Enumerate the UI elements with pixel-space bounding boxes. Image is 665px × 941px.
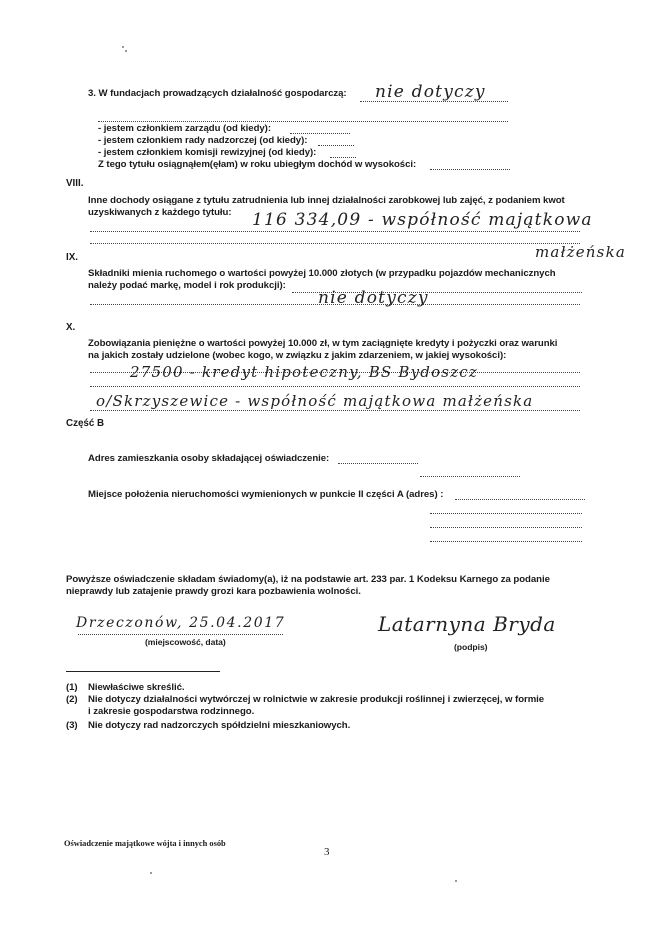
- section8-answer: 116 334,09 - współność majątkowa: [252, 210, 593, 230]
- footnote-2-text: Nie dotyczy działalności wytwórczej w rolnictwie w zakresie produkcji roślinnej i zwierzęcej, w formie: [88, 694, 545, 705]
- place-date-caption: (miejscowość, data): [145, 637, 226, 647]
- property-location-label: Miejsce położenia nieruchomości wymienionych w punkcie II części A (adres) :: [88, 489, 444, 500]
- section8-answer-continued: małżeńska: [535, 243, 627, 261]
- scan-speck: [455, 880, 457, 882]
- page-number: 3: [324, 846, 330, 858]
- place-date-handwritten: Drzeczonów, 25.04.2017: [76, 615, 286, 631]
- section8-line1: Inne dochody osiągane z tytułu zatrudnienia lub innej działalności zarobkowej lub zajęć, z podaniem kwot: [88, 195, 565, 206]
- section3-item-board: - jestem członkiem zarządu (od kiedy):: [98, 123, 271, 134]
- scan-speck: [122, 46, 124, 48]
- scan-speck: [150, 872, 152, 874]
- scan-speck: [125, 50, 127, 52]
- partB-heading: Część B: [66, 418, 105, 429]
- address-label: Adres zamieszkania osoby składającej oświadczenie:: [88, 453, 330, 464]
- declaration-line2: nieprawdy lub zatajenie prawdy grozi kara pozbawienia wolności.: [66, 586, 361, 597]
- section10-line1: Zobowiązania pieniężne o wartości powyżej 10.000 zł, w tym zaciągnięte kredyty i pożyczki oraz warunki: [88, 338, 558, 349]
- section10-answer-line-3: [90, 410, 580, 411]
- address-line-1: [338, 463, 418, 464]
- footnote-2-marker: (2): [66, 694, 78, 705]
- section3-item-supervisory: - jestem członkiem rady nadzorczej (od kiedy):: [98, 135, 308, 146]
- section3-item-audit: - jestem członkiem komisji rewizyjnej (od kiedy):: [98, 147, 317, 158]
- footnote-3-marker: (3): [66, 720, 78, 731]
- section10-answer-continued: o/Skrzyszewice - współność majątkowa małżeńska: [96, 392, 534, 410]
- section10-answer-line-2: [90, 386, 580, 387]
- section3-answer: nie dotyczy: [375, 82, 486, 102]
- section9-line1: Składniki mienia ruchomego o wartości powyżej 10.000 złotych (w przypadku pojazdów mechanicznych: [88, 268, 556, 279]
- section9-answer: nie dotyczy: [318, 288, 429, 308]
- section10-number: X.: [66, 322, 76, 333]
- signature-caption: (podpis): [454, 642, 488, 652]
- section3-income: Z tego tytułu osiągnąłem(ęłam) w roku ubiegłym dochód w wysokości:: [98, 159, 417, 170]
- section10-line2: na jakich zostały udzielone (wobec kogo, w związku z jakim zdarzeniem, w jakiej wysokości):: [88, 350, 507, 361]
- section8-answer-line-1: [90, 231, 580, 232]
- footnote-1-text: Niewłaściwe skreślić.: [88, 682, 185, 693]
- section8-number: VIII.: [66, 178, 84, 189]
- footnote-3-text: Nie dotyczy rad nadzorczych spółdzielni mieszkaniowych.: [88, 720, 351, 731]
- address-line-2: [420, 476, 520, 477]
- section8-line2: uzyskiwanych z każdego tytułu:: [88, 207, 232, 218]
- property-location-line-3: [430, 527, 582, 528]
- footnote-separator: [66, 671, 220, 672]
- section3-heading: 3. W fundacjach prowadzących działalność gospodarczą:: [88, 88, 347, 99]
- section3-income-line: [430, 169, 510, 170]
- supervisory-since-line: [318, 145, 354, 146]
- property-location-line-2: [430, 513, 582, 514]
- declaration-line1: Powyższe oświadczenie składam świadomy(a), iż na podstawie art. 233 par. 1 Kodeksu Karnego za podanie: [66, 574, 550, 585]
- section9-line2: należy podać markę, model i rok produkcji):: [88, 280, 286, 291]
- board-since-line: [290, 133, 350, 134]
- section9-number: IX.: [66, 252, 78, 263]
- property-location-line-1: [455, 499, 585, 500]
- section10-answer: 27500 - kredyt hipoteczny, BS Bydoszcz: [130, 363, 479, 381]
- place-date-line: [78, 634, 283, 635]
- section8-answer-line-2: [90, 243, 580, 244]
- section3-blank-line: [98, 121, 508, 122]
- signature-handwritten: Latarnyna Bryda: [378, 612, 556, 636]
- footer-document-title: Oświadczenie majątkowe wójta i innych osób: [64, 839, 226, 848]
- footnote-2-text-continued: i zakresie gospodarstwa rodzinnego.: [88, 706, 255, 717]
- property-location-line-4: [430, 541, 582, 542]
- audit-since-line: [330, 157, 356, 158]
- footnote-1-marker: (1): [66, 682, 78, 693]
